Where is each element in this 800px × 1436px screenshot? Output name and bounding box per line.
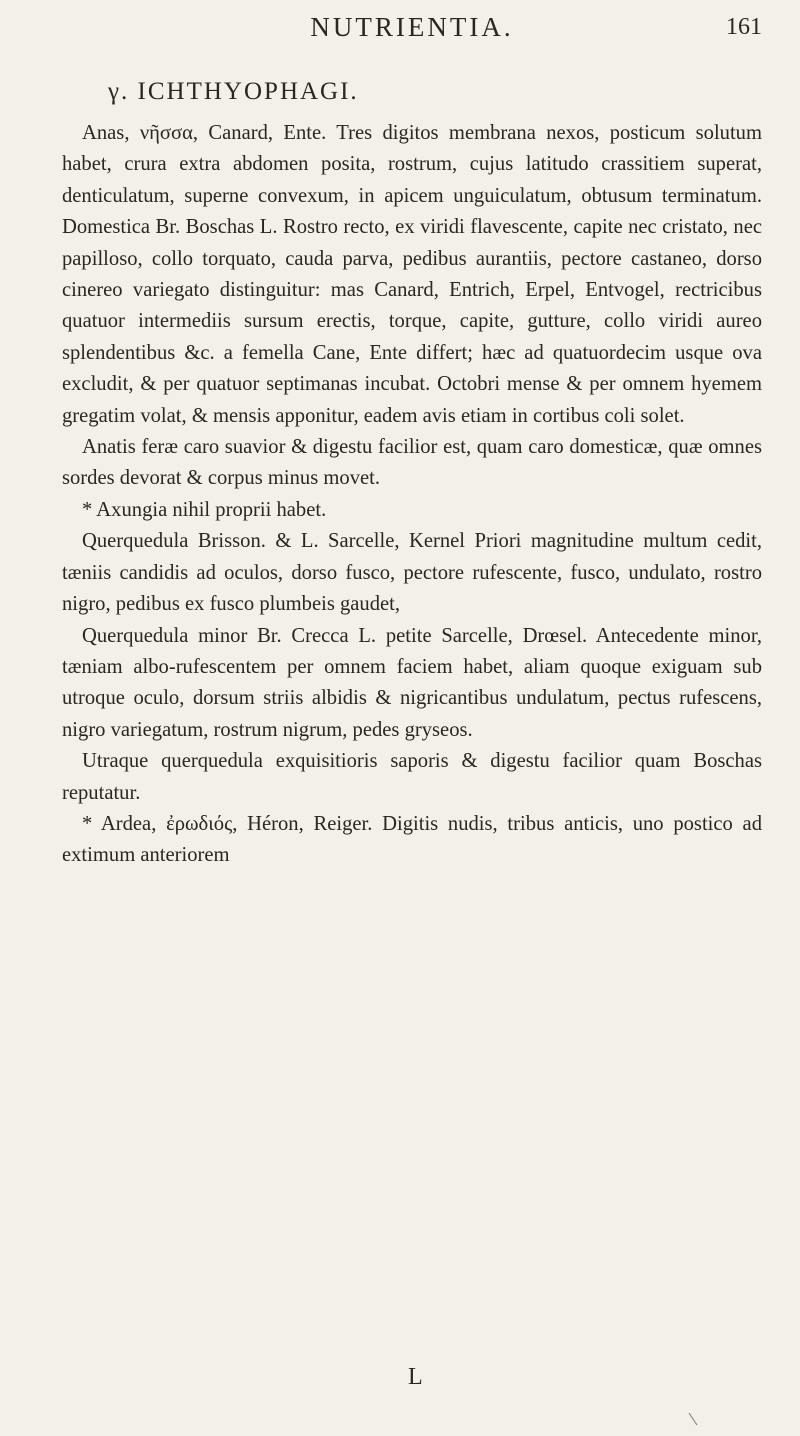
paragraph-querquedula: Querquedula Brisson. & L. Sarcelle, Kernel Priori magnitudine multum cedit, tæniis candidis ad oculos, dorso fusco, pectore rufescente, fusco, undulato, rostro nigro, pedibus ex fusco plumbeis gaudet, [62,530,762,616]
body-text [62,118,762,872]
stray-mark [688,1412,698,1426]
paragraph-anas: Anas, νῆσσα, Canard, Ente. Tres digitos membrana nexos, posticum solutum habet, crura extra abdomen posita, rostrum, cujus latitudo crassitiem superat, denticulatum, superne convexum, in apicem unguiculatum, obtusum terminatum. Domestica Br. Boschas L. Rostro recto, ex viridi flavescente, capite nec cristato, nec papilloso, collo torquato, cauda parva, pedibus aurantiis, pectore castaneo, dorso cinereo variegato distinguitur: mas Canard, Entrich, Erpel, Entvogel, rectricibus quatuor intermediis sursum erectis, torque, capite, gutture, collo viridi aureo splendentibus &c. a femella Cane, Ente differt; hæc ad quatuordecim usque ova excludit, & per quatuor septimanas incubat. Octobri mense & per omnem hyemem gregatim volat, & mensis apponitur, eadem avis etiam in cortibus coli solet. [62,122,762,427]
paragraph-ardea: * Ardea, ἐρωδιός, Héron, Reiger. Digitis nudis, tribus anticis, uno postico ad extimum anteriorem [62,812,762,867]
paragraph-utraque: Utraque querquedula exquisitioris saporis & digestu facilior quam Boschas reputatur. [62,750,762,804]
section-heading: γ. ICHTHYOPHAGI. [108,78,359,105]
paragraph-axungia: * Axungia nihil proprii habet. [82,498,327,521]
signature-mark: L [408,1364,423,1390]
running-head [62,12,762,52]
page-number: 161 [726,14,762,40]
paragraph-anatis-ferae: Anatis feræ caro suavior & digestu facilior est, quam caro domesticæ, quæ omnes sordes devorat & corpus minus movet. [62,436,762,490]
paragraph-querquedula-minor: Querquedula minor Br. Crecca L. petite Sarcelle, Drœsel. Antecedente minor, tæniam albo-rufescentem per omnem faciem habet, aliam quoque exiguam sub utroque oculo, dorsum striis albidis & nigricantibus undulatum, pectus rufescens, nigro variegatum, rostrum nigrum, pedes gryseos. [62,624,762,741]
running-title: NUTRIENTIA. [310,12,514,42]
